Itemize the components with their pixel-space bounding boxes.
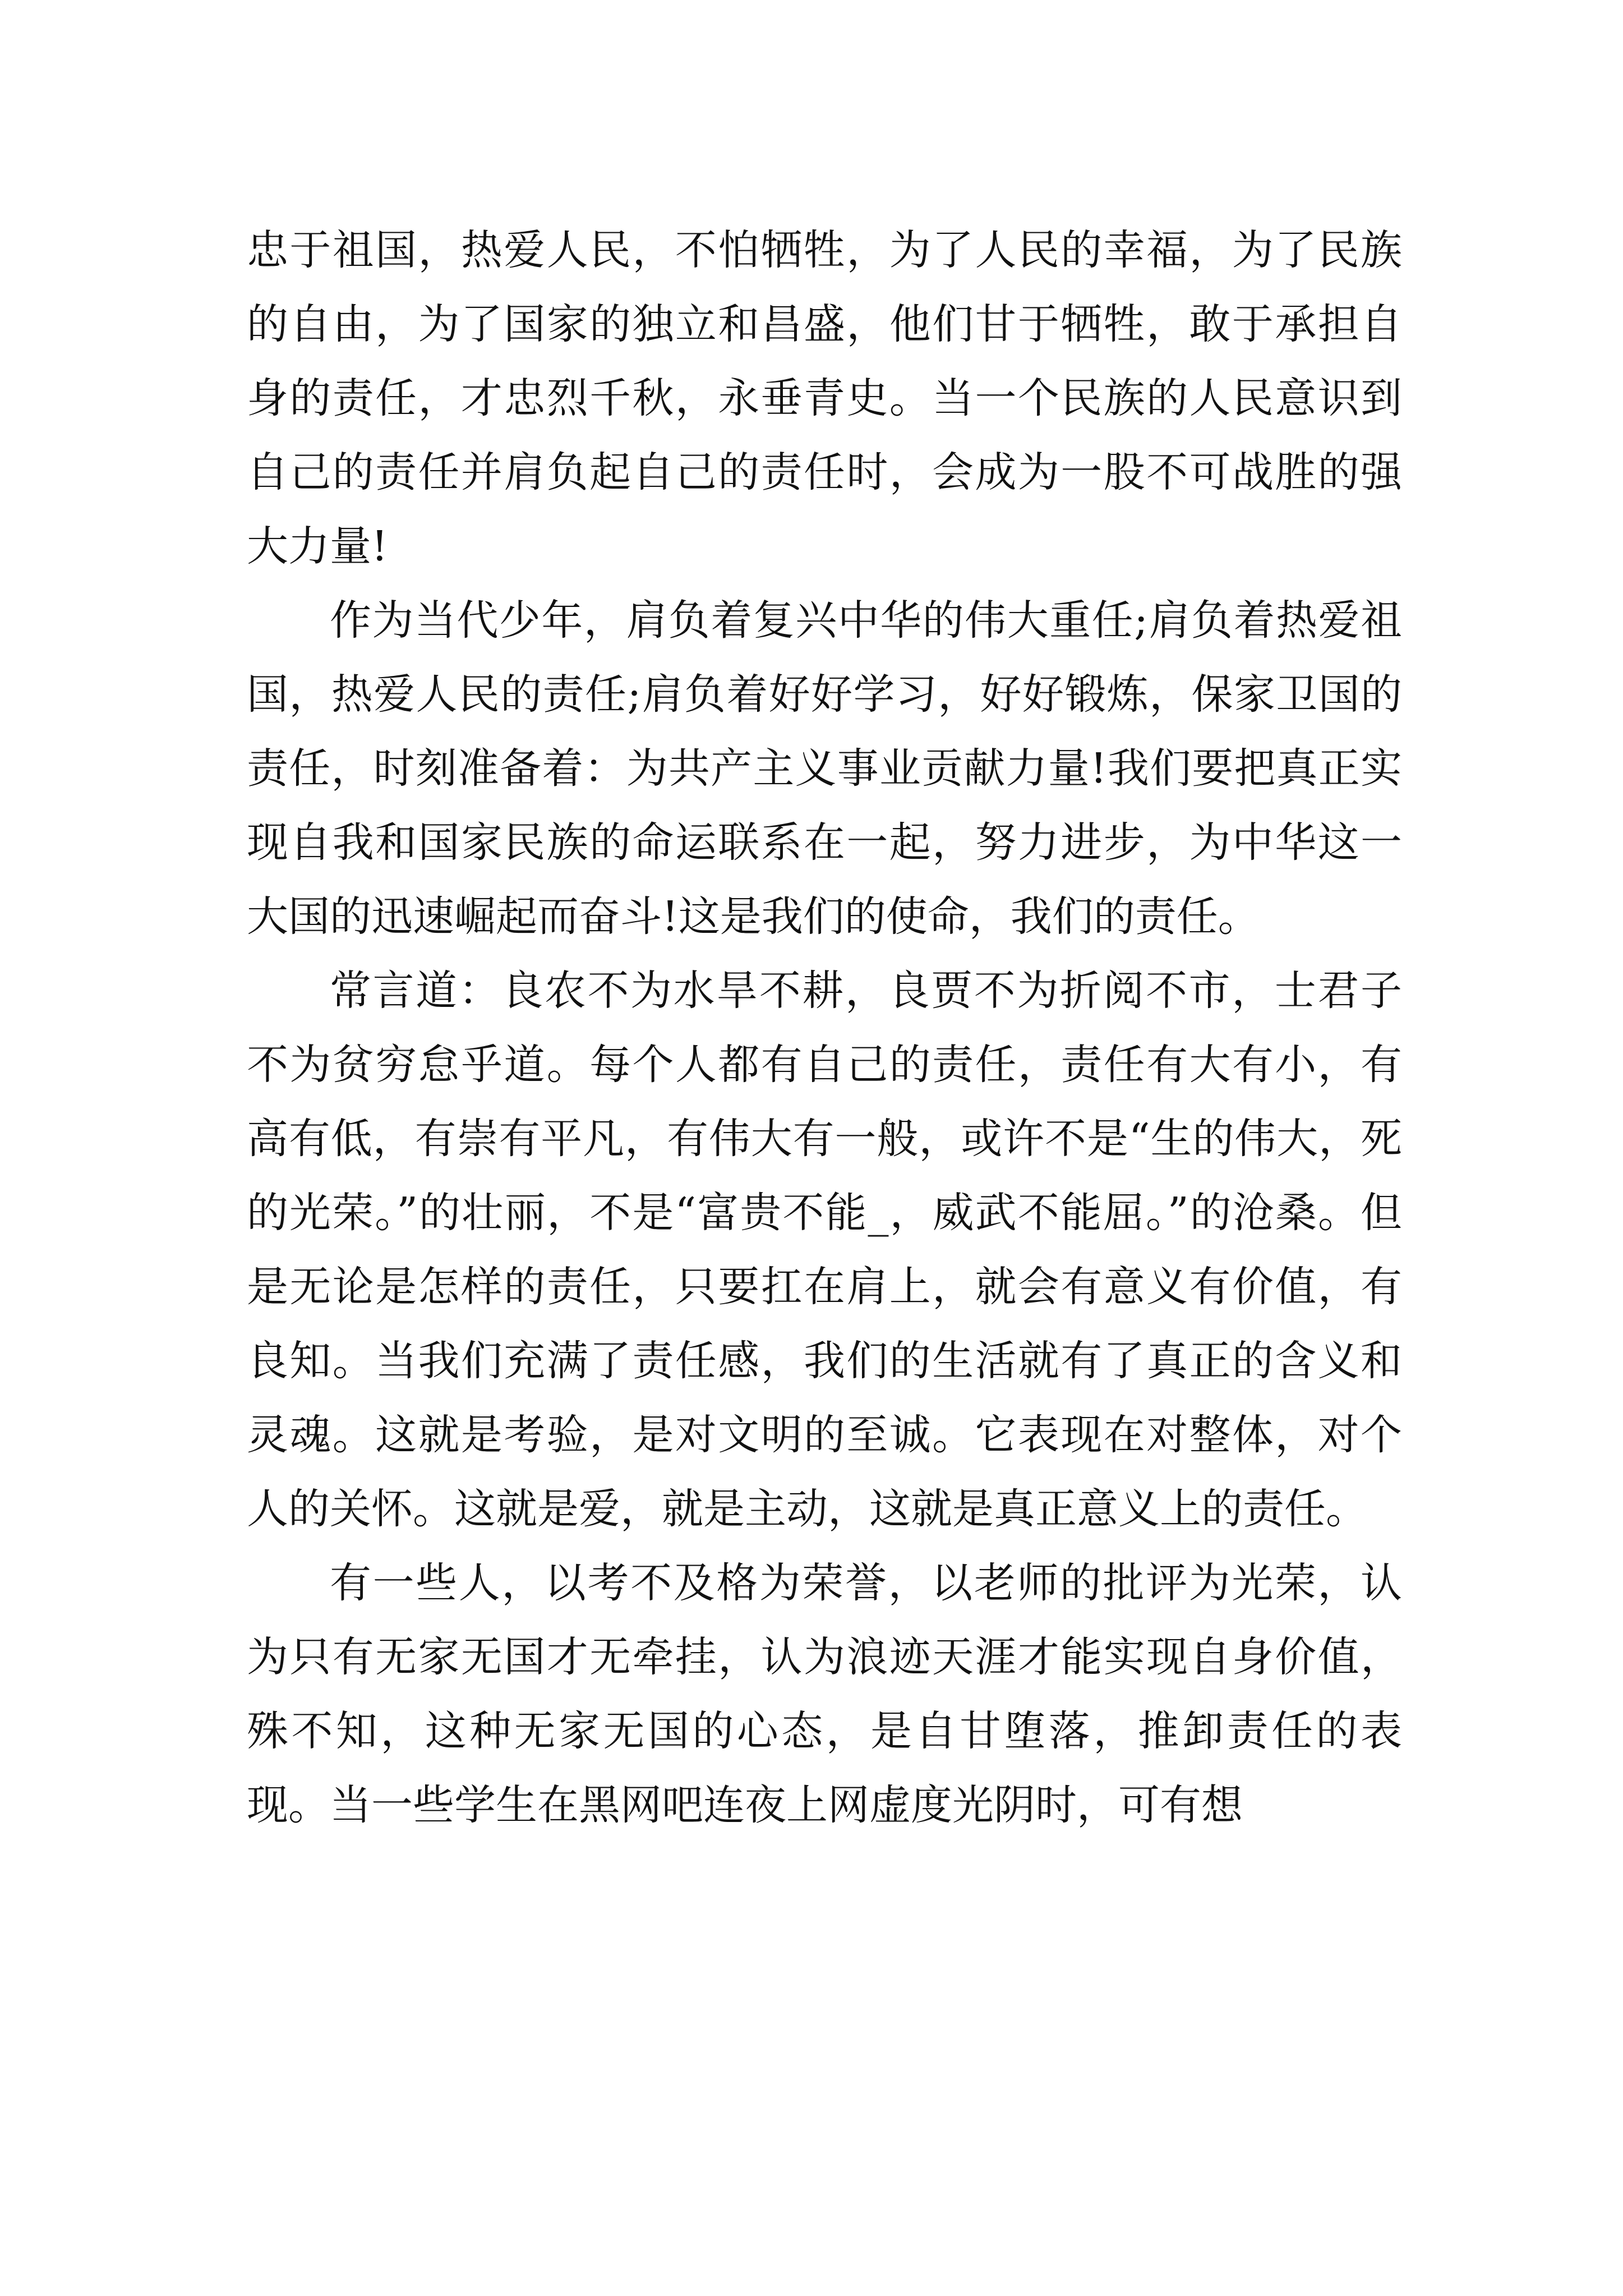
paragraph-4: 有一些人，以考不及格为荣誉，以老师的批评为光荣，认为只有无家无国才无牵挂，认为浪迹天涯才能实现自身价值，殊不知，这种无家无国的心态，是自甘堕落，推卸责任的表现。当一些学生在黑网吧连夜上网虚度光阴时，可有想 xyxy=(247,1559,1402,1829)
body-text xyxy=(247,213,1402,1842)
paragraph-1: 忠于祖国，热爱人民，不怕牺牲，为了人民的幸福，为了民族的自由，为了国家的独立和昌盛，他们甘于牺牲，敢于承担自身的责任，才忠烈千秋，永垂青史。当一个民族的人民意识到自己的责任并肩负起自己的责任时，会成为一股不可战胜的强大力量! xyxy=(247,226,1402,570)
paragraph-2: 作为当代少年，肩负着复兴中华的伟大重任;肩负着热爱祖国，热爱人民的责任;肩负着好好学习，好好锻炼，保家卫国的责任，时刻准备着：为共产主义事业贡献力量!我们要把真正实现自我和国家民族的命运联系在一起，努力进步，为中华这一大国的迅速崛起而奋斗!这是我们的使命，我们的责任。 xyxy=(247,596,1402,941)
paragraph-3: 常言道：良农不为水旱不耕，良贾不为折阅不市，士君子不为贫穷怠乎道。每个人都有自己的责任，责任有大有小，有高有低，有崇有平凡，有伟大有一般，或许不是“生的伟大，死的光荣。”的壮丽，不是“富贵不能_，威武不能屈。”的沧桑。但是无论是怎样的责任，只要扛在肩上，就会有意义有价值，有良知。当我们充满了责任感，我们的生活就有了真正的含义和灵魂。这就是考验，是对文明的至诚。它表现在对整体，对个人的关怀。这就是爱，就是主动，这就是真正意义上的责任。 xyxy=(247,967,1402,1533)
